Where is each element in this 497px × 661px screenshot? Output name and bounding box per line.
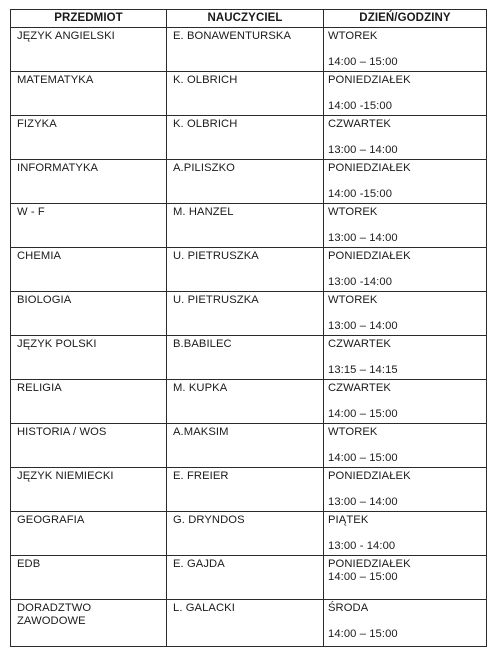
day-text: PONIEDZIAŁEK xyxy=(328,74,411,86)
subject-line-2: ZAWODOWE xyxy=(17,615,86,627)
header-teacher: NAUCZYCIEL xyxy=(167,10,324,28)
teacher-cell xyxy=(167,336,324,380)
hours-text: 14:00 -15:00 xyxy=(328,188,393,200)
subject-cell xyxy=(11,292,167,336)
hours-text: 13:00 – 14:00 xyxy=(328,144,398,156)
subject-text: EDB xyxy=(17,558,41,570)
table-row xyxy=(11,468,487,512)
teacher-cell xyxy=(167,292,324,336)
header-row xyxy=(11,10,487,28)
day-text: CZWARTEK xyxy=(328,382,391,394)
header-subject: PRZEDMIOT xyxy=(11,10,167,28)
subject-text: HISTORIA / WOS xyxy=(17,426,107,438)
subject-text: INFORMATYKA xyxy=(17,162,99,174)
day-hours-cell xyxy=(324,424,487,468)
teacher-text: K. OLBRICH xyxy=(173,118,238,130)
day-hours-cell xyxy=(324,28,487,72)
day-text: WTOREK xyxy=(328,426,378,438)
hours-text: 13:00 - 14:00 xyxy=(328,540,396,552)
subject-text: MATEMATYKA xyxy=(17,74,94,86)
day-hours-cell xyxy=(324,292,487,336)
subject-text: FIZYKA xyxy=(17,118,57,130)
day-text: PONIEDZIAŁEK xyxy=(328,558,411,570)
subject-cell xyxy=(11,468,167,512)
teacher-cell xyxy=(167,512,324,556)
day-hours-cell xyxy=(324,512,487,556)
day-hours-cell xyxy=(324,380,487,424)
hours-text: 14:00 -15:00 xyxy=(328,100,393,112)
teacher-text: B.BABILEC xyxy=(173,338,232,350)
teacher-text: E. BONAWENTURSKA xyxy=(173,30,292,42)
teacher-cell xyxy=(167,28,324,72)
hours-text: 14:00 – 15:00 xyxy=(328,56,398,68)
teacher-cell xyxy=(167,424,324,468)
table-row xyxy=(11,336,487,380)
subject-cell xyxy=(11,600,167,647)
table-row xyxy=(11,292,487,336)
teacher-text: L. GALACKI xyxy=(173,602,235,614)
day-text: WTOREK xyxy=(328,206,378,218)
day-text: PONIEDZIAŁEK xyxy=(328,162,411,174)
teacher-cell xyxy=(167,600,324,647)
day-text: ŚRODA xyxy=(328,602,369,614)
table-row xyxy=(11,556,487,600)
table-row xyxy=(11,72,487,116)
teacher-cell xyxy=(167,468,324,512)
table-row xyxy=(11,380,487,424)
teacher-text: M. KUPKA xyxy=(173,382,228,394)
subject-text xyxy=(11,600,166,648)
teacher-text: K. OLBRICH xyxy=(173,74,238,86)
hours-text: 14:00 – 15:00 xyxy=(328,571,398,583)
subject-line-1: DORADZTWO xyxy=(17,602,92,614)
table-row xyxy=(11,600,487,647)
subject-text: JĘZYK NIEMIECKI xyxy=(17,470,114,482)
table-row xyxy=(11,424,487,468)
subject-cell xyxy=(11,204,167,248)
teacher-text: U. PIETRUSZKA xyxy=(173,294,259,306)
day-hours-cell xyxy=(324,160,487,204)
subject-cell xyxy=(11,160,167,204)
table-row xyxy=(11,248,487,292)
teacher-text: M. HANZEL xyxy=(173,206,234,218)
subject-cell xyxy=(11,380,167,424)
hours-text: 13:00 – 14:00 xyxy=(328,496,398,508)
hours-text: 14:00 – 15:00 xyxy=(328,452,398,464)
day-text: WTOREK xyxy=(328,294,378,306)
subject-cell xyxy=(11,72,167,116)
teacher-cell xyxy=(167,204,324,248)
subject-cell xyxy=(11,556,167,600)
subject-text: JĘZYK ANGIELSKI xyxy=(17,30,115,42)
teacher-cell xyxy=(167,248,324,292)
teacher-text: A.MAKSIM xyxy=(173,426,229,438)
subject-cell xyxy=(11,336,167,380)
day-text: PONIEDZIAŁEK xyxy=(328,250,411,262)
hours-text: 14:00 – 15:00 xyxy=(328,628,398,640)
subject-cell xyxy=(11,116,167,160)
teacher-text: A.PILISZKO xyxy=(173,162,235,174)
subject-text: GEOGRAFIA xyxy=(17,514,85,526)
day-text: WTOREK xyxy=(328,30,378,42)
day-hours-cell xyxy=(324,556,487,600)
teacher-cell xyxy=(167,72,324,116)
day-hours-cell xyxy=(324,336,487,380)
schedule-table xyxy=(10,9,487,647)
hours-text: 13:00 – 14:00 xyxy=(328,320,398,332)
subject-cell xyxy=(11,424,167,468)
day-text: CZWARTEK xyxy=(328,338,391,350)
subject-text: RELIGIA xyxy=(17,382,62,394)
day-text: PIĄTEK xyxy=(328,514,369,526)
teacher-cell xyxy=(167,380,324,424)
teacher-cell xyxy=(167,556,324,600)
hours-text: 13:00 -14:00 xyxy=(328,276,393,288)
teacher-text: U. PIETRUSZKA xyxy=(173,250,259,262)
teacher-text: E. FREIER xyxy=(173,470,229,482)
day-hours-cell xyxy=(324,248,487,292)
table-row xyxy=(11,116,487,160)
day-hours-cell xyxy=(324,72,487,116)
day-text: PONIEDZIAŁEK xyxy=(328,470,411,482)
hours-text: 14:00 – 15:00 xyxy=(328,408,398,420)
table-row xyxy=(11,160,487,204)
day-text: CZWARTEK xyxy=(328,118,391,130)
subject-cell xyxy=(11,28,167,72)
day-hours-cell xyxy=(324,204,487,248)
day-hours-cell xyxy=(324,600,487,647)
table-row xyxy=(11,204,487,248)
subject-text: CHEMIA xyxy=(17,250,62,262)
table-row xyxy=(11,512,487,556)
day-hours-cell xyxy=(324,116,487,160)
teacher-cell xyxy=(167,116,324,160)
subject-cell xyxy=(11,512,167,556)
subject-text: JĘZYK POLSKI xyxy=(17,338,97,350)
day-hours-cell xyxy=(324,468,487,512)
hours-text: 13:00 – 14:00 xyxy=(328,232,398,244)
teacher-text: E. GAJDA xyxy=(173,558,225,570)
teacher-text: G. DRYNDOS xyxy=(173,514,245,526)
subject-text: BIOLOGIA xyxy=(17,294,72,306)
table-row xyxy=(11,28,487,72)
hours-text: 13:15 – 14:15 xyxy=(328,364,398,376)
header-day-hours: DZIEŃ/GODZINY xyxy=(324,10,487,28)
subject-text: W - F xyxy=(17,206,45,218)
subject-cell xyxy=(11,248,167,292)
teacher-cell xyxy=(167,160,324,204)
